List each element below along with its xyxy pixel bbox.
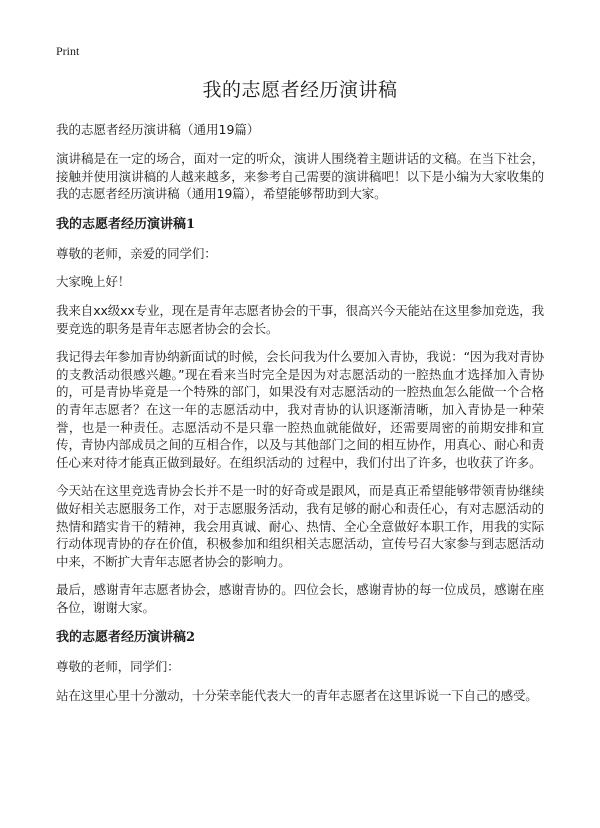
section-1-greeting: 大家晚上好！ [56, 274, 131, 290]
section-1-paragraph-intro: 我来自xx级xx专业，现在是青年志愿者协会的干事，很高兴今天能站在这里参加竞选，我要竞选的职务是青年志愿者协会的会长。 [56, 302, 544, 336]
print-link[interactable]: Print [56, 44, 80, 58]
section-1-paragraph-today: 今天站在这里竞选青协会长并不是一时的好奇或是跟风，而是真正希望能够带领青协继续做好相关志愿服务工作，对于志愿服务活动，我有足够的耐心和责任心，有对志愿活动的热情和踏实肯干的精神，我会用真诚、耐心、热情、全心全意做好本职工作，用我的实际行动体现青协的存在价值，积极参加和组织相关志愿活动，宣传号召大家参与到志愿活动中来，不断扩大青年志愿者协会的影响力。 [56, 483, 544, 569]
section-1-paragraph-memory: 我记得去年参加青协纳新面试的时候，会长问我为什么要加入青协，我说：“因为我对青协的支教活动很感兴趣。”现在看来当时完全是因为对志愿活动的一腔热血才选择加入青协的，可是青协毕竟是一个特殊的部门，如果没有对志愿活动的一腔热血怎么能做一个合格的青年志愿者？在这一年的志愿活动中，我对青协的认识逐渐清晰，加入青协是一种荣誉，也是一种责任。志愿活动不是只靠一腔热血就能做好，还需要周密的前期安排和宣传，青协内部成员之间的互相合作，以及与其他部门之间的相互协作，用真心、耐心和责任心来对待才能真正做到最好。在组织活动的 过程中，我们付出了许多，也收获了许多。 [56, 349, 544, 470]
section-2-salutation: 尊敬的老师，同学们： [56, 659, 180, 675]
document-title: 我的志愿者经历演讲稿 [202, 79, 398, 101]
section-2-paragraph-feeling: 站在这里心里十分激动，十分荣幸能代表大一的青年志愿者在这里诉说一下自己的感受。 [56, 688, 538, 704]
section-1-salutation: 尊敬的老师，亲爱的同学们： [56, 245, 217, 261]
section-heading-2: 我的志愿者经历演讲稿2 [56, 630, 196, 646]
intro-paragraph: 演讲稿是在一定的场合，面对一定的听众，演讲人围绕着主题讲话的文稿。在当下社会，接触并使用演讲稿的人越来越多，来参考自己需要的演讲稿吧！以下是小编为大家收集的我的志愿者经历演讲稿（通用19篇），希望能够帮助到大家。 [56, 151, 544, 202]
document-subtitle: 我的志愿者经历演讲稿（通用19篇） [56, 122, 260, 137]
section-1-paragraph-thanks: 最后，感谢青年志愿者协会，感谢青协的。四位会长，感谢青协的每一位成员，感谢在座各位，谢谢大家。 [56, 582, 544, 615]
section-heading-1: 我的志愿者经历演讲稿1 [56, 216, 196, 232]
